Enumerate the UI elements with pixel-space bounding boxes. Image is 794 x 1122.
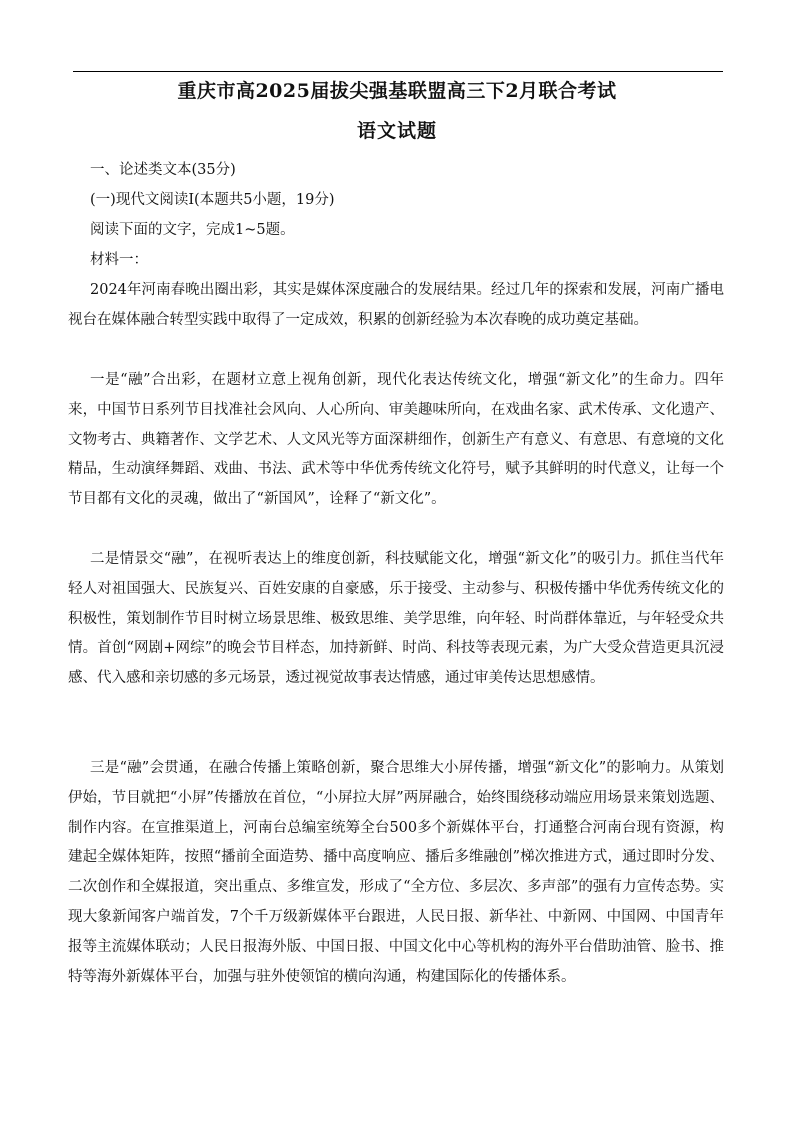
paragraph-point-two: 二是情景交“融”，在视听表达上的维度创新，科技赋能文化，增强“新文化”的吸引力。抓住当代年轻人对祖国强大、民族复兴、百姓安康的自豪感，乐于接受、主动参与、积极传播中华优秀传统文化的积极性，策划制作节目时树立场景思维、极致思维、美学思维，向年轻、时尚群体靠近，与年轻受众共情。首创“网剧+网综”的晚会节目样态，加持新鲜、时尚、科技等表现元素，为广大受众营造更具沉浸感、代入感和亲切感的多元场景，透过视觉故事表达情感，通过审美传达思想感情。	[68, 551, 724, 687]
material-label: 材料一：	[90, 252, 148, 268]
exam-subtitle: 语文试题	[356, 120, 437, 142]
exam-title: 重庆市高2025届拔尖强基联盟高三下2月联合考试	[177, 80, 617, 102]
paragraph-intro: 2024年河南春晚出圈出彩，其实是媒体深度融合的发展结果。经过几年的探索和发展，河南广播电视台在媒体融合转型实践中取得了一定成效，积累的创新经验为本次春晚的成功奠定基础。	[68, 282, 724, 328]
reading-instruction: 阅读下面的文字，完成1~5题。	[90, 222, 295, 238]
header-rule	[73, 71, 723, 72]
subsection-heading: (一)现代文阅读Ⅰ(本题共5小题，19分)	[90, 192, 335, 208]
section-heading: 一、论述类文本(35分)	[90, 162, 236, 178]
paragraph-point-one: 一是“融”合出彩，在题材立意上视角创新，现代化表达传统文化，增强“新文化”的生命力。四年来，中国节日系列节目找准社会风向、人心所向、审美趣味所向，在戏曲名家、武术传承、文化遗产、文物考古、典籍著作、文学艺术、人文风光等方面深耕细作，创新生产有意义、有意思、有意境的文化精品，生动演绎舞蹈、戏曲、书法、武术等中华优秀传统文化符号，赋予其鲜明的时代意义，让每一个节目都有文化的灵魂，做出了“新国风”，诠释了“新文化”。	[68, 372, 724, 508]
paragraph-point-three: 三是“融”会贯通，在融合传播上策略创新，聚合思维大小屏传播，增强“新文化”的影响力。从策划伊始，节目就把“小屏”传播放在首位，“小屏拉大屏”两屏融合，始终围绕移动端应用场景来策划选题、制作内容。在宣推渠道上，河南台总编室统筹全台500多个新媒体平台，打通整合河南台现有资源，构建起全媒体矩阵，按照“播前全面造势、播中高度响应、播后多维融创”梯次推进方式，通过即时分发、二次创作和全媒报道，突出重点、多维宣发，形成了“全方位、多层次、多声部”的强有力宣传态势。实现大象新闻客户端首发，7个千万级新媒体平台跟进，人民日报、新华社、中新网、中国网、中国青年报等主流媒体联动；人民日报海外版、中国日报、中国文化中心等机构的海外平台借助油管、脸书、推特等海外新媒体平台，加强与驻外使领馆的横向沟通，构建国际化的传播体系。	[68, 760, 724, 985]
